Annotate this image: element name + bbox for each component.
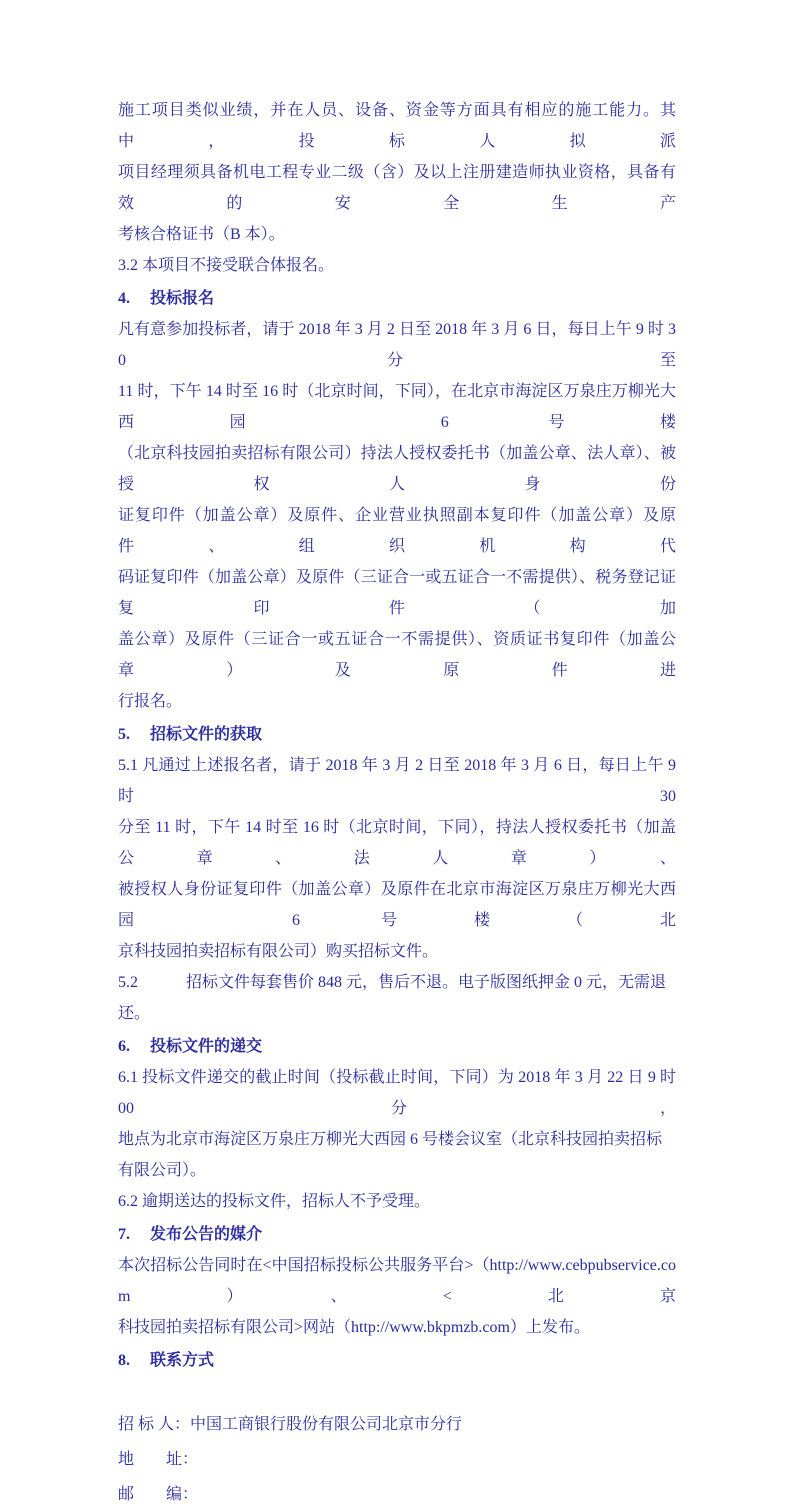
doc-text-line: 本次招标公告同时在<中国招标投标公共服务平台>（http://www.cebpubservice.com）、<北京 bbox=[118, 1257, 676, 1305]
doc-text-line: 凡有意参加投标者，请于 2018 年 3 月 2 日至 2018 年 3 月 6 日，每日上午 9 时 30 分至 bbox=[118, 321, 676, 369]
doc-text-line: 6.1 投标文件递交的截止时间（投标截止时间，下同）为 2018 年 3 月 22 日 9 时 00 分， bbox=[118, 1069, 676, 1117]
doc-text-line: 项目经理须具备机电工程专业二级（含）及以上注册建造师执业资格，具备有效的安全生产 bbox=[118, 164, 676, 212]
contact-line: 地 址： bbox=[118, 1451, 199, 1468]
doc-text-line: 地点为北京市海淀区万泉庄万柳光大西园 6 号楼会议室（北京科技园拍卖招标有限公司）。 bbox=[118, 1131, 663, 1179]
doc-text-line: 施工项目类似业绩，并在人员、设备、资金等方面具有相应的施工能力。其中，投标人拟派 bbox=[118, 102, 676, 150]
doc-text-line: 考核合格证书（B 本）。 bbox=[118, 226, 285, 243]
section-heading: 6. 投标文件的递交 bbox=[118, 1038, 263, 1055]
doc-text-line: 科技园拍卖招标有限公司>网站（http://www.bkpmzb.com）上发布。 bbox=[118, 1319, 590, 1336]
doc-text-line: 5.2 招标文件每套售价 848 元，售后不退。电子版图纸押金 0 元，无需退还。 bbox=[118, 974, 667, 1022]
doc-text-line: （北京科技园拍卖招标有限公司）持法人授权委托书（加盖公章、法人章）、被授权人身份 bbox=[118, 445, 676, 493]
doc-text-line: 码证复印件（加盖公章）及原件（三证合一或五证合一不需提供）、税务登记证复印件（加 bbox=[118, 569, 676, 617]
doc-text-line: 盖公章）及原件（三证合一或五证合一不需提供）、资质证书复印件（加盖公章）及原件进 bbox=[118, 631, 676, 679]
section-heading: 5. 招标文件的获取 bbox=[118, 726, 263, 743]
doc-text-line: 3.2 本项目不接受联合体报名。 bbox=[118, 257, 335, 274]
section-heading: 4. 投标报名 bbox=[118, 290, 215, 307]
doc-text-line: 证复印件（加盖公章）及原件、企业营业执照副本复印件（加盖公章）及原件、组织机构代 bbox=[118, 507, 676, 555]
doc-text-line: 11 时，下午 14 时至 16 时（北京时间，下同），在北京市海淀区万泉庄万柳光大西园 6 号楼 bbox=[118, 383, 676, 431]
doc-text-line: 5.1 凡通过上述报名者，请于 2018 年 3 月 2 日至 2018 年 3 月 6 日，每日上午 9 时 30 bbox=[118, 757, 676, 805]
doc-text-line: 行报名。 bbox=[118, 693, 183, 710]
doc-text-line: 被授权人身份证复印件（加盖公章）及原件在北京市海淀区万泉庄万柳光大西园 6 号楼（北 bbox=[118, 881, 676, 929]
section-heading: 8. 联系方式 bbox=[118, 1352, 215, 1369]
doc-text-line: 京科技园拍卖招标有限公司）购买招标文件。 bbox=[118, 943, 439, 960]
doc-text-line: 分至 11 时，下午 14 时至 16 时（北京时间，下同），持法人授权委托书（加盖公章、法人章）、 bbox=[118, 819, 676, 867]
section-heading: 7. 发布公告的媒介 bbox=[118, 1226, 263, 1243]
blank-line bbox=[118, 1376, 676, 1407]
contact-line: 招 标 人：中国工商银行股份有限公司北京市分行 bbox=[118, 1416, 463, 1433]
contact-line: 邮 编： bbox=[118, 1486, 199, 1503]
doc-text-line: 6.2 逾期送达的投标文件，招标人不予受理。 bbox=[118, 1193, 431, 1210]
document-body bbox=[118, 95, 676, 1512]
